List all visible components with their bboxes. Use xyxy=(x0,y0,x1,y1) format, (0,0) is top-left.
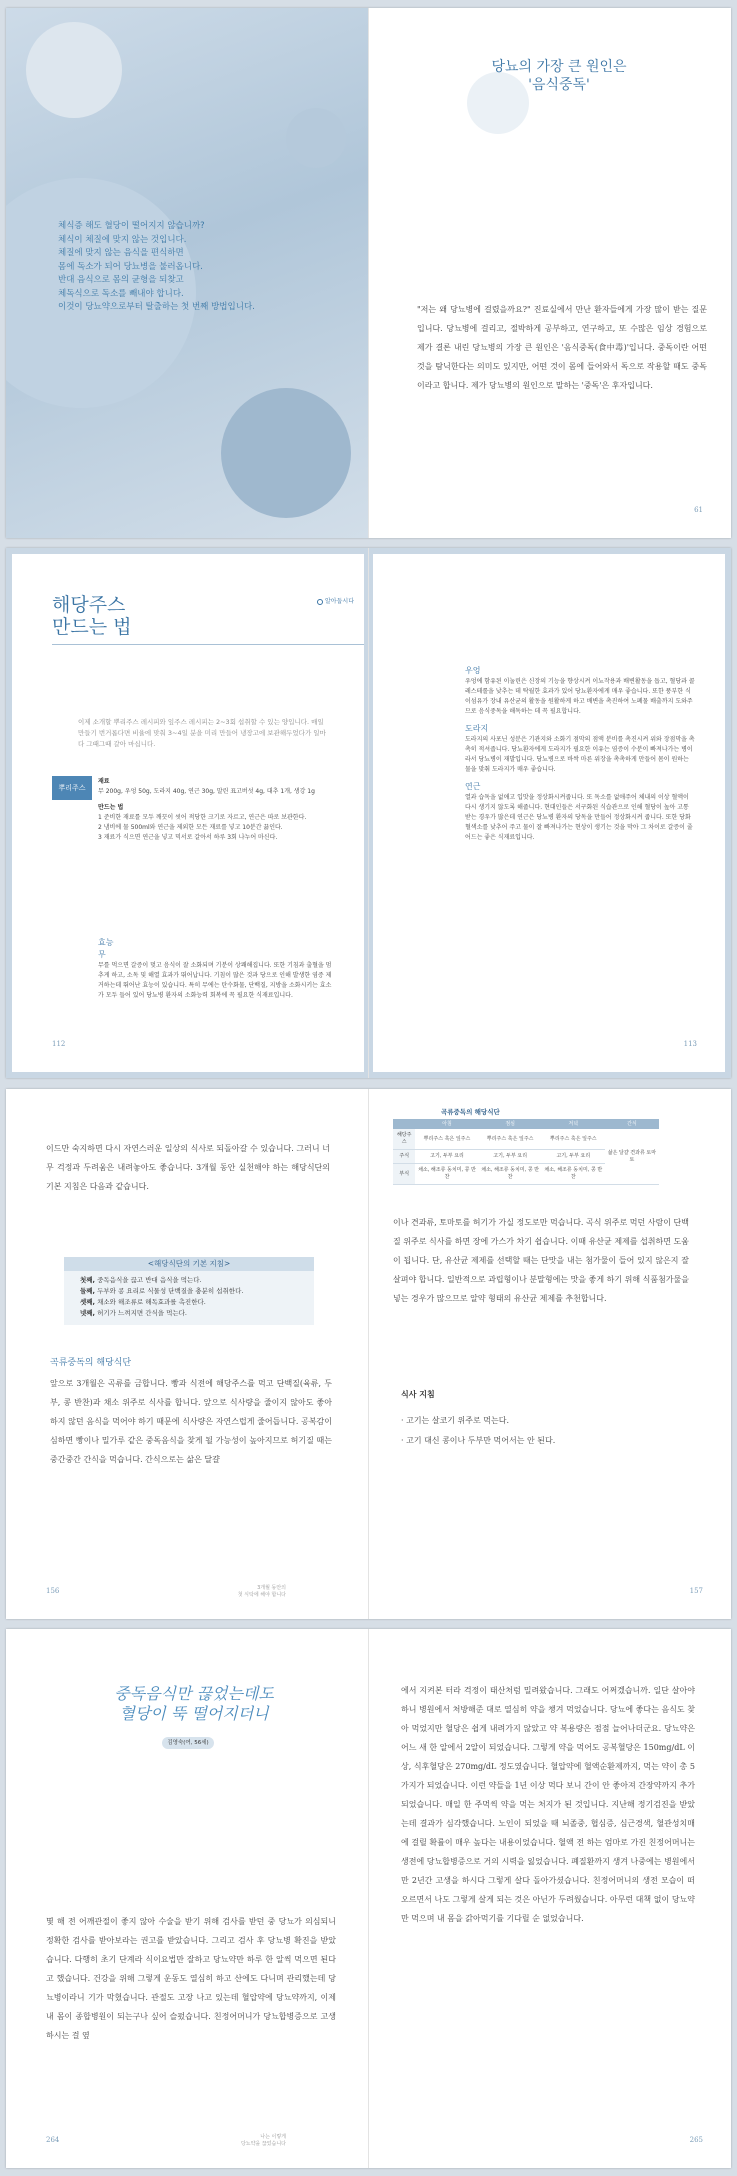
guideline-key: 셋째, xyxy=(80,1298,96,1306)
guideline-key: 넷째, xyxy=(80,1309,96,1317)
body-paragraph: 이나 견과류, 토마토를 허기가 가실 정도로만 먹습니다. 곡식 위주로 먹던 사람이 단백질 위주로 식사를 하면 장에 가스가 차기 쉽습니다. 이때 유산균 제제를 섭취하면 도움이 됩니다. 단, 유산균 제제를 선택할 때는 단맛을 내는 첨가물이 들어 있지 않은지 잘 살펴야 합니다. 일반적으로 과립형이나 분말형에는 맛을 좋게 하기 위해 식품첨가물을 넣는 경우가 많으므로 알약 형태의 유산균 제제를 추천합니다. xyxy=(393,1218,689,1303)
cover-photo-page xyxy=(6,8,368,538)
intro-paragraph: 이제 소개할 뿌리주스 레시피와 잎주스 레시피는 2~3회 섭취할 수 있는 양입니다. 매일 만들기 번거롭다면 비율에 맞춰 3~4일 분을 미리 만들어 냉장고에 보관해두었다가 일마다 그때그때 갈아 마십니다. xyxy=(78,718,326,748)
page-113 xyxy=(373,554,725,1072)
footer-line: 첫 식탁에 해야 합니다 xyxy=(237,1592,286,1598)
recipe-block xyxy=(98,777,333,843)
table-cell: 뿌리주스 혹은 잎주스 xyxy=(479,1129,542,1150)
table-cell: 고기, 두부 요리 xyxy=(542,1150,605,1164)
table-title: 곡류중독의 해당식단 xyxy=(441,1108,500,1116)
table-header-cell xyxy=(393,1119,415,1129)
quote-line: 체식증 해도 혈당이 떨어지지 않습니까? xyxy=(58,221,205,231)
guideline-box-title: <해당식단의 기본 지침> xyxy=(64,1257,314,1271)
footer-line: 당뇨약을 끊었습니다 xyxy=(240,2141,286,2147)
method-heading: 만드는 법 xyxy=(98,804,124,811)
chapter-title-line: '음식중독' xyxy=(528,77,590,93)
guideline-item xyxy=(80,1275,243,1286)
story-title-line: 혈당이 뚝 떨어지더니 xyxy=(119,1704,269,1723)
ingredient-heading: 연근 xyxy=(465,782,481,791)
ingredients-text: 무 200g, 우엉 50g, 도라지 40g, 연근 30g, 말린 표고버섯 4g, 대추 1개, 생강 1g xyxy=(98,788,315,795)
guideline-item xyxy=(80,1286,243,1297)
page-number: 157 xyxy=(689,1587,703,1595)
body-paragraph: 에서 지켜본 터라 걱정이 태산처럼 밀려왔습니다. 그래도 어쩌겠습니까. 일단 살아야 하니 병원에서 처방해준 대로 열심히 약을 챙겨 먹었습니다. 당뇨에 좋다는 음식도 찾아 먹었지만 혈당은 쉽게 내려가지 않았고 약 복용량은 점점 늘어나더군요. 당뇨약은 어느 새 한 알에서 2알이 되었습니다. 그렇게 약을 먹어도 공복혈당은 150mg/dL 이상, 식후혈당은 270mg/dL 정도였습니다. 혈압약에 혈액순환제까지, 먹는 약이 총 5가지가 되었습니다. 이런 약들을 1년 이상 먹다 보니 간이 안 좋아져 간장약까지 추가되었습니다. 매일 한 주먹씩 약을 먹는 처지가 된 것입니다. 지난해 정기검진을 받았는데 결과가 심각했습니다. 노인이 되었을 때 뇌졸중, 협심증, 심근경색, 혈관성치매에 걸릴 확률이 매우 높다는 내용이었습니다. 혈액 전 하는 엄마로 가진 친정어머니는 생전에 당뇨합병증으로 거의 시력을 잃었습니다. 폐질환까지 생겨 나중에는 병원에서만 2년간 고생을 하시다 그렇게 살다 돌아가셨습니다. 친정어머니의 생전 모습이 떠오르면서 나도 그렇게 살게 되는 것은 아닌가 두려웠습니다. 아무런 대책 없이 당뇨약만 먹으며 내 몸을 갉아먹기를 기다릴 순 없었습니다. xyxy=(401,1686,695,1923)
table-header-row xyxy=(393,1119,659,1129)
guideline-value: 허기가 느껴지면 간식을 먹는다. xyxy=(97,1309,188,1317)
section-heading: 곡류중독의 해당식단 xyxy=(50,1358,132,1368)
table-cell: 해당주스 xyxy=(393,1129,415,1150)
ingredient-text: 열과 습독을 없애고 입맛을 정상화시켜줍니다. 또 독소를 없애주어 체내의 이상 혈액이 다시 생기지 않도록 해줍니다. 현대인들은 서구화된 식습관으로 인해 혈당이 높아 고통 받는 경우가 많은데 연근은 당뇨병 환자의 당독을 만들어 정상화시켜 줍니다. 또한 당화혈색소를 낮추어 주고 물이 잘 빠져나가는 현상이 생기는 것을 막아 그 차이로 갈증이 줄어드는 좋은 식재료입니다. xyxy=(465,794,693,841)
spread-pages-60-61 xyxy=(6,8,731,538)
page-61 xyxy=(369,8,731,538)
table-header-cell: 점심 xyxy=(479,1119,542,1129)
page-265 xyxy=(369,1629,731,2168)
table-cell: 고기, 두부 요리 xyxy=(479,1150,542,1164)
page-number: 61 xyxy=(694,506,703,514)
table-row xyxy=(393,1129,659,1150)
rule-item: · 고기 대신 콩이나 두부만 먹어서는 안 된다. xyxy=(401,1436,556,1445)
table-header-cell: 아침 xyxy=(415,1119,478,1129)
table-header-cell: 저녁 xyxy=(542,1119,605,1129)
method-step: 3 재료가 식으면 연근을 넣고 믹서로 갈아서 하루 3회 나누어 마신다. xyxy=(98,834,278,841)
guideline-list xyxy=(80,1275,243,1319)
footer-line: 3개월 동안의 xyxy=(257,1585,286,1591)
effect-subheading: 무 xyxy=(98,950,106,959)
page-number: 264 xyxy=(46,2136,60,2144)
spread-pages-156-157 xyxy=(6,1089,731,1619)
guideline-key: 첫째, xyxy=(80,1276,96,1284)
tip-badge-label: 알아둡시다 xyxy=(325,598,354,605)
ingredient-heading: 우엉 xyxy=(465,666,481,675)
section-title-line: 만드는 법 xyxy=(52,616,132,638)
page-number: 265 xyxy=(689,2136,703,2144)
page-112 xyxy=(12,554,364,1072)
chapter-title xyxy=(429,58,689,94)
author-tag: 김영숙(여, 56세) xyxy=(162,1737,214,1749)
table-cell: 뿌리주스 혹은 잎주스 xyxy=(542,1129,605,1150)
body-paragraph: 앞으로 3개월은 곡류를 금합니다. 빵과 식전에 해당주스를 먹고 단백질(육류, 두부, 콩 반찬)과 채소 위주로 식사를 합니다. 앞으로 식사량을 줄이지 않아도 좋아하지 않던 음식을 먹어야 하기 때문에 식사량은 자연스럽게 줄어듭니다. 공복감이 심하면 빵이나 밀가루 같은 중독음식을 찾게 될 가능성이 높아지므로 허기질 때는 중간중간 간식을 먹습니다. 간식으로는 삶은 달걀 xyxy=(50,1379,332,1464)
table-cell: 주식 xyxy=(393,1150,415,1164)
method-step: 1 준비한 재료를 모두 깨끗이 씻어 적당한 크기로 자르고, 연근은 따로 보관한다. xyxy=(98,814,307,821)
section-title xyxy=(52,594,131,638)
ingredient-text: 도라지의 사포닌 성분은 기관지와 소화기 점막의 점액 분비를 촉진시켜 위와 장점막을 촉촉히 적셔줍니다. 당뇨환자에게 도라지가 필요한 이유는 염증이 수분이 빠져나가는 병이라서 당뇨병이 재발입니다. 당뇨병으로 바싹 마른 위장을 촉촉하게 만들어 몸이 원하는 물을 맞춰 도라지가 매우 좋습니다. xyxy=(465,736,695,773)
quote-line: 체식이 체질에 맞지 않는 것입니다. xyxy=(58,234,187,245)
table-cell: 채소, 해조류 동치미, 콩 반찬 xyxy=(479,1164,542,1185)
rule-heading: 식사 지침 xyxy=(401,1389,435,1399)
chapter-title-line: 당뇨의 가장 큰 원인은 xyxy=(491,59,627,75)
page-number: 113 xyxy=(683,1040,697,1048)
quote-line: 몸에 독소가 되어 당뇨병을 불러옵니다. xyxy=(58,261,203,272)
plate-shape xyxy=(26,22,122,118)
table-cell: 부식 xyxy=(393,1164,415,1185)
lightbulb-icon xyxy=(317,599,323,605)
guideline-key: 둘째, xyxy=(80,1287,96,1295)
spread-pages-112-113 xyxy=(6,548,731,1078)
recipe-tag: 뿌리주스 xyxy=(52,776,92,800)
diet-table xyxy=(393,1119,659,1185)
ingredient-effects xyxy=(465,659,695,843)
guideline-value: 두부와 콩 요리로 식물성 단백질을 충분히 섭취한다. xyxy=(97,1287,244,1295)
quote-line: 이것이 당뇨약으로부터 탈출하는 첫 번째 방법입니다. xyxy=(58,302,255,312)
page-156 xyxy=(6,1089,368,1619)
quote-line: 체질에 맞지 않는 음식을 편식하면 xyxy=(58,248,184,258)
effect-heading: 효능 xyxy=(98,938,114,947)
guideline-box xyxy=(64,1257,314,1325)
spread-pages-264-265 xyxy=(6,1629,731,2168)
running-footer xyxy=(238,1585,286,1599)
body-paragraph: 이드만 숙지하면 다시 자연스러운 일상의 식사로 되돌아갈 수 있습니다. 그러니 너무 걱정과 두려움은 내려놓아도 좋습니다. 3개월 동안 실천해야 하는 해당식단의 기본 지침은 다음과 같습니다. xyxy=(46,1144,330,1191)
table-header-cell: 간식 xyxy=(605,1119,659,1129)
running-footer xyxy=(241,2134,286,2148)
nut-bowl-shape xyxy=(221,388,351,518)
rule-item: · 고기는 살코기 위주로 먹는다. xyxy=(401,1416,509,1425)
table-cell: 채소, 해조류 동치미, 콩 반찬 xyxy=(415,1164,478,1185)
page-number: 156 xyxy=(46,1587,60,1595)
page-157 xyxy=(369,1089,731,1619)
method-step: 2 냄비에 물 500ml와 연근을 제외한 모든 재료를 넣고 10분간 끓인다. xyxy=(98,824,283,831)
table-cell: 채소, 해조류 동치미, 콩 반찬 xyxy=(542,1164,605,1185)
table-cell: 고기, 두부 요리 xyxy=(415,1150,478,1164)
page-264 xyxy=(6,1629,368,2168)
table-cell: 삶은 달걀 견과류 토마토 xyxy=(605,1129,659,1185)
title-divider xyxy=(52,644,364,645)
story-title xyxy=(76,1684,312,1724)
ingredient-text: 우엉에 함유된 이눌린은 신장의 기능을 향상시켜 이뇨작용과 배변활동을 돕고, 혈당과 콜레스테롤을 낮추는 데 탁월한 효과가 있어 당뇨환자에게 매우 좋습니다. 또한 풍부한 식이섬유가 장내 유산균의 활동을 원활하게 하고 배변을 촉진하여 노폐물 배출까지 도와주므로 음식중독을 해독하는 데 꼭 필요합니다. xyxy=(465,678,695,715)
section-title-line: 해당주스 xyxy=(52,594,126,616)
guideline-item xyxy=(80,1308,243,1319)
intro-quote xyxy=(58,220,308,315)
footer-line: 나는 이렇게 xyxy=(260,2134,286,2140)
guideline-value: 중독음식을 끊고 반대 음식을 먹는다. xyxy=(97,1276,202,1284)
quote-line: 반대 음식으로 몸의 균형을 되찾고 xyxy=(58,275,184,285)
body-paragraph: 몇 해 전 어깨관절이 좋지 않아 수술을 받기 위해 검사를 받던 중 당뇨가 의심되니 정확한 검사를 받아보라는 권고를 받았습니다. 그리고 검사 후 당뇨병 확진을 받았습니다. 다행히 초기 단계라 식이요법만 잘하고 당뇨약만 하루 한 알씩 먹으면 된다고 했습니다. 건강을 위해 그렇게 운동도 열심히 하고 산에도 다니며 관리했는데 당뇨병이라니 기가 막혔습니다. 관절도 고장 나고 있는데 혈압약에 당뇨약까지, 이제 내 몸이 종합병원이 되는구나 싶어 슬펐습니다. 친정어머니가 당뇨합병증으로 고생하시는 걸 옆 xyxy=(46,1917,336,2040)
effect-text: 무를 먹으면 갈증이 멎고 음식이 잘 소화되며 기분이 상쾌해집니다. 또한 기침과 출혈을 멈추게 하고, 소독 및 해열 효과가 뛰어납니다. 기침이 많은 것과 당으로 인해 발생한 염증 제거하는데 뛰어난 효능이 있습니다. 특히 무에는 탄수화물, 단백질, 지방을 소화시키는 효소가 모두 들어 있어 당뇨병 환자의 소화능력 회복에 꼭 필요한 식재료입니다. xyxy=(98,962,332,999)
rule-list xyxy=(401,1411,555,1451)
page-number: 112 xyxy=(52,1040,66,1048)
table-cell: 뿌리주스 혹은 잎주스 xyxy=(415,1129,478,1150)
small-bowl-shape xyxy=(286,108,346,168)
story-title-line: 중독음식만 끊었는데도 xyxy=(114,1684,274,1703)
quote-line: 체독식으로 독소를 빼내야 합니다. xyxy=(58,288,184,299)
guideline-item xyxy=(80,1297,243,1308)
ingredient-heading: 도라지 xyxy=(465,724,489,733)
body-paragraph: "저는 왜 당뇨병에 걸렸을까요?" 진료실에서 만난 환자들에게 가장 많이 받는 질문입니다. 당뇨병에 걸리고, 절박하게 공부하고, 연구하고, 또 수많은 임상 경험으로 제가 결론 내린 당뇨병의 가장 큰 원인은 '음식중독(食中毒)'입니다. 중독이란 어떤 것을 탐닉한다는 의미도 있지만, 어떤 것이 몸에 들어와서 독으로 작용할 때도 중독이라고 합니다. 제가 당뇨병의 원인으로 말하는 '중독'은 후자입니다. xyxy=(417,305,707,390)
effect-block xyxy=(98,937,333,1001)
guideline-value: 채소와 해조류로 해독효과를 촉진한다. xyxy=(97,1298,206,1306)
tip-badge xyxy=(317,596,354,605)
ingredients-heading: 재료 xyxy=(98,778,110,785)
